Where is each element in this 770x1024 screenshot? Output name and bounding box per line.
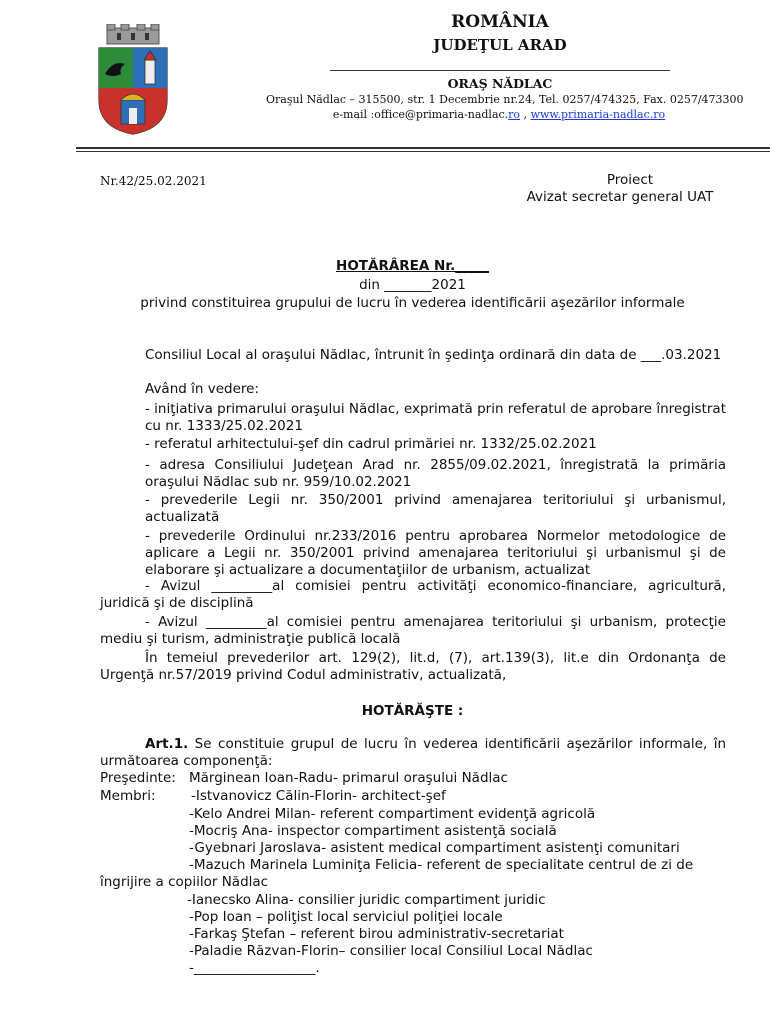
article-1-text: Se constituie grupul de lucru în vederea identificării aşezărilor informale, în următoarea componenţă: (100, 736, 726, 769)
considering-item: - iniţiativa primarului oraşului Nădlac, exprimată prin referatul de aprobare înregistrat cu nr. 1333/25.02.2021 (145, 401, 726, 434)
considering-item: - Avizul _________al comisiei pentru amenajarea teritoriului şi urbanism, protecţie mediu şi turism, administraţie publică locală (100, 614, 726, 647)
member-item: -Kelo Andrei Milan- referent compartiment evidenţă agricolă (189, 806, 596, 822)
considering-item: - adresa Consiliului Judeţean Arad nr. 2855/09.02.2021, înregistrată la primăria oraşului Nădlac sub nr. 959/10.02.2021 (145, 457, 726, 490)
intro-paragraph: Consiliul Local al oraşului Nădlac, întrunit în şedinţa ordinară din data de ___.03.2021 (145, 347, 722, 363)
county-heading: JUDEŢUL ARAD (433, 36, 567, 54)
decides-heading: HOTĂRĂŞTE : (361, 703, 464, 719)
president-label: Preşedinte: (100, 770, 176, 786)
considering-heading: Având în vedere: (145, 381, 259, 397)
member-item: -Paladie Răzvan-Florin– consilier local Consiliul Local Nădlac (189, 943, 593, 959)
member-item: -Istvanovicz Călin-Florin- architect-şef (191, 788, 446, 804)
page-divider-thin (76, 151, 770, 152)
members-label: Membri: (100, 788, 156, 804)
considering-item: - Avizul _________al comisiei pentru activităţi economico-financiare, agricultură, juridică şi de disciplină (100, 578, 726, 611)
project-label: Proiect (606, 172, 654, 188)
contact-separator: , (520, 108, 531, 121)
coat-of-arms-icon (95, 24, 171, 136)
email-text: e-mail :office@primaria-nadlac. (332, 108, 509, 121)
article-1-label: Art.1. (145, 736, 189, 752)
member-item: -Ianecsko Alina- consilier juridic compartiment juridic (187, 892, 546, 908)
decision-title: HOTĂRÂREA Nr._____ (336, 258, 489, 274)
member-item: -Mazuch Marinela Luminiţa Felicia- referent de specialitate centrul de zi de (189, 857, 694, 873)
member-item-continued: îngrijire a copiilor Nădlac (100, 874, 269, 890)
decision-date: din _______2021 (359, 277, 466, 293)
page-divider (76, 147, 770, 149)
member-item: -__________________. (189, 960, 320, 976)
registration-number: Nr.42/25.02.2021 (100, 174, 207, 188)
member-item: -Farkaş Ştefan – referent birou administrativ-secretariat (189, 926, 564, 942)
town-address: Oraşul Nădlac – 315500, str. 1 Decembrie nr.24, Tel. 0257/474325, Fax. 0257/473300 (266, 93, 744, 106)
website-link[interactable]: www.primaria-nadlac.ro (530, 108, 666, 121)
considering-item: - prevederile Ordinului nr.233/2016 pentru aprobarea Normelor metodologice de aplicare a Legii nr. 350/2001 privind amenajarea teritoriului şi urbanismul şi de elaborare şi actualizare a documentaţiilor de urbanism, actualizat (145, 528, 726, 578)
decision-subject: privind constituirea grupului de lucru în vederea identificării aşezărilor informale (140, 295, 685, 311)
member-item: -Pop Ioan – poliţist local serviciul poliţiei locale (189, 909, 503, 925)
president-name: Mărginean Ioan-Radu- primarul oraşului Nădlac (189, 770, 508, 786)
country-heading: ROMÂNIA (451, 12, 549, 32)
approval-label: Avizat secretar general UAT (526, 189, 714, 205)
member-item: -Gyebnari Jaroslava- asistent medical compartiment asistenţi comunitari (189, 840, 680, 856)
article-1-paragraph (100, 736, 726, 770)
header-divider (330, 70, 670, 71)
member-item: -Mocriş Ana- inspector compartiment asistenţă socială (189, 823, 557, 839)
contact-line (266, 108, 732, 121)
considering-item: - referatul arhitectului-şef din cadrul primăriei nr. 1332/25.02.2021 (145, 436, 597, 452)
legal-basis-paragraph: În temeiul prevederilor art. 129(2), lit.d, (7), art.139(3), lit.e din Ordonanţa de Urgenţă nr.57/2019 privind Codul administrativ, actualizată, (100, 650, 726, 683)
email-link[interactable]: ro (508, 108, 521, 121)
considering-item: - prevederile Legii nr. 350/2001 privind amenajarea teritoriului şi urbanismul, actualizată (145, 492, 726, 525)
town-heading: ORAŞ NĂDLAC (447, 76, 553, 91)
